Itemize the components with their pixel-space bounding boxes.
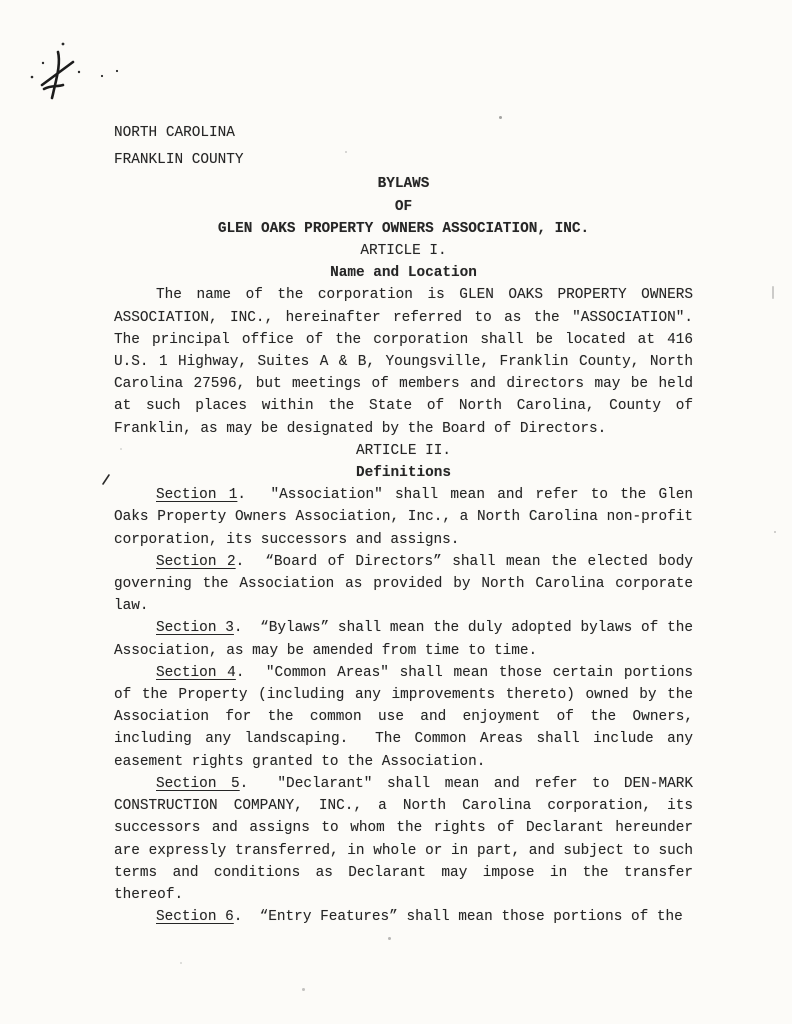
- section-3-text: . “Bylaws” shall mean the duly adopted bylaws of the Association, as may be amended from time to time.: [114, 620, 702, 659]
- section-4-label: Section 4: [156, 664, 236, 681]
- section-6-text: . “Entry Features” shall mean those portions of the: [233, 909, 683, 926]
- doc-title-of: OF: [394, 198, 413, 215]
- handwritten-mark: [25, 40, 125, 110]
- doc-title: BYLAWS: [377, 176, 430, 193]
- pen-tick-mark: [100, 473, 112, 487]
- article-1-heading: ARTICLE I.: [360, 243, 447, 260]
- section-2-label: Section 2: [156, 553, 236, 570]
- section-6-label: Section 6: [156, 909, 234, 926]
- article-1-subheading: Name and Location: [330, 265, 477, 282]
- section-4-paragraph: [114, 662, 702, 773]
- section-5-text: . "Declarant" shall mean and refer to DEN-MARK CONSTRUCTION COMPANY, INC., a North Carolina corporation, its successors and assigns to whom the rights of Declarant hereunder are expressly transferred, in whole or in part, and subject to such terms and conditions as Declarant may impose in the transfer thereof.: [114, 775, 702, 903]
- section-5-label: Section 5: [156, 775, 240, 792]
- section-1-paragraph: [114, 484, 702, 551]
- section-3-paragraph: [114, 617, 702, 661]
- jurisdiction-state: NORTH CAROLINA: [114, 125, 235, 141]
- article-2-subheading: Definitions: [356, 465, 451, 482]
- section-3-label: Section 3: [156, 620, 234, 637]
- section-1-label: Section 1: [156, 487, 238, 504]
- section-6-paragraph: [114, 906, 693, 928]
- article-2-heading: ARTICLE II.: [356, 442, 451, 459]
- section-2-paragraph: [114, 551, 702, 618]
- jurisdiction-county: FRANKLIN COUNTY: [114, 152, 244, 169]
- section-5-paragraph: [114, 773, 702, 906]
- document-content: [114, 122, 711, 928]
- article-1-body: The name of the corporation is GLEN OAKS PROPERTY OWNERS ASSOCIATION, INC., hereinafter referred to as the "ASSOCIATION". The principal office of the corporation shall be located at 416 U.S. 1 Highway, Suites A & B, Youngsville, Franklin County, North Carolina 27596, but meetings of members and directors may be held at such places within the State of North Carolina, County of Franklin, as may be designated by the Board of Directors.: [114, 287, 711, 437]
- doc-organization: GLEN OAKS PROPERTY OWNERS ASSOCIATION, INC.: [217, 220, 590, 237]
- section-1-text: . "Association" shall mean and refer to the Glen Oaks Property Owners Association, Inc., a North Carolina non-profit corporation, its successors and assigns.: [114, 487, 702, 548]
- section-2-text: . “Board of Directors” shall mean the elected body governing the Association as provided by North Carolina corporate law.: [114, 553, 702, 615]
- section-4-text: . "Common Areas" shall mean those certain portions of the Property (including any improvements thereto) owned by the Association for the common use and enjoyment of the Owners, including any landscaping. The Common Areas shall include any easement rights granted to the Association.: [114, 664, 702, 770]
